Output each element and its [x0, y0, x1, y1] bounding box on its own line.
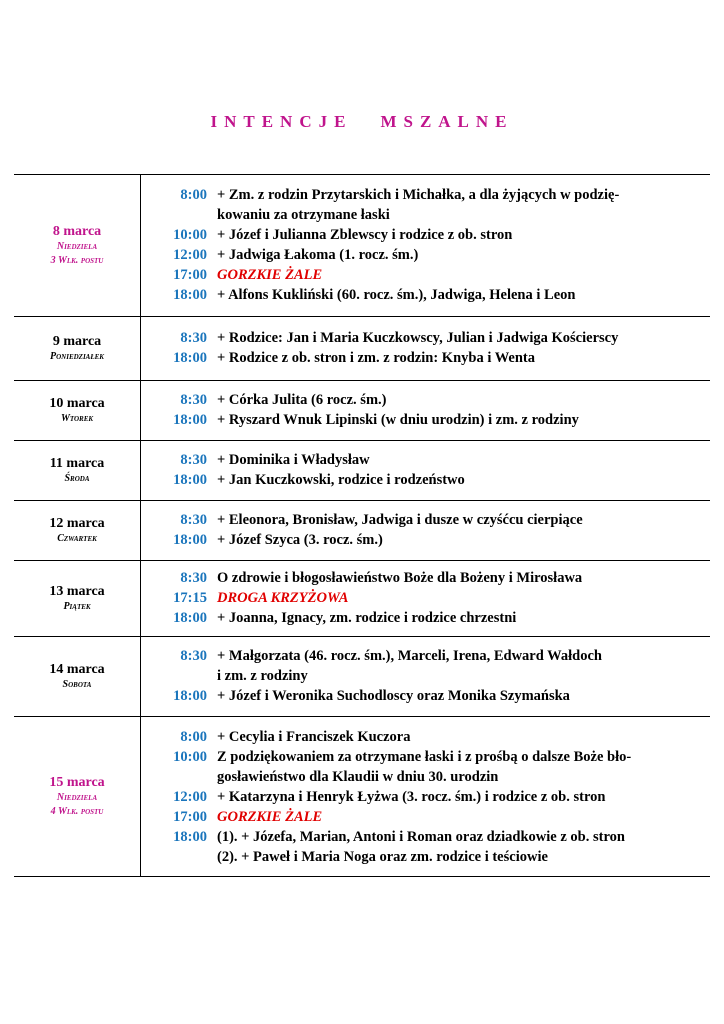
day-date: 13 marca	[49, 583, 105, 599]
mass-intentions-table	[14, 174, 710, 877]
intentions-cell	[141, 317, 711, 381]
day-label-cell	[14, 381, 141, 441]
mass-time: 8:30	[180, 570, 207, 586]
mass-time: 17:15	[173, 590, 207, 606]
mass-time: 12:00	[173, 247, 207, 263]
day-label-cell	[14, 717, 141, 877]
day-weekday: Czwartek	[57, 532, 97, 544]
mass-time: 10:00	[173, 748, 207, 765]
day-label-cell	[14, 441, 141, 501]
day-label-cell	[14, 501, 141, 561]
special-service-text: DROGA KRZYŻOWA	[217, 590, 349, 606]
day-weekday: Środa	[64, 472, 90, 484]
mass-entry	[141, 569, 710, 588]
intention-text: + Józef i Weronika Suchodloscy oraz Monika Szymańska	[217, 688, 570, 704]
mass-entry	[141, 226, 710, 245]
day-date: 15 marca	[49, 774, 105, 790]
intention-text: + Zm. z rodzin Przytarskich i Michałka, a dla żyjących w podzię-	[217, 187, 620, 203]
mass-entry	[141, 609, 710, 628]
mass-entry	[141, 728, 710, 747]
intentions-cell	[141, 501, 711, 561]
special-service-text: GORZKIE ŻALE	[217, 808, 323, 825]
mass-entry	[141, 186, 710, 205]
mass-entry	[141, 511, 710, 530]
intention-text: + Katarzyna i Henryk Łyżwa (3. rocz. śm.) i rodzice z ob. stron	[217, 788, 606, 805]
intention-text: + Małgorzata (46. rocz. śm.), Marceli, Irena, Edward Wałdoch	[217, 648, 602, 664]
mass-time: 18:00	[173, 532, 207, 548]
day-weekday: Wtorek	[60, 412, 94, 424]
day-liturgical-note: 4 Wlk. postu	[50, 805, 104, 817]
mass-entry	[141, 246, 710, 265]
day-label-cell	[14, 175, 141, 317]
mass-time: 18:00	[173, 287, 207, 303]
title-word-2: MSZALNE	[380, 112, 514, 131]
special-service-text: GORZKIE ŻALE	[217, 267, 323, 283]
intention-text: + Józef i Julianna Zblewscy i rodzice z ob. stron	[217, 227, 513, 243]
mass-entry	[141, 788, 710, 807]
day-weekday: Piątek	[63, 600, 91, 612]
mass-entry	[141, 391, 710, 410]
day-weekday: Niedziela	[56, 240, 98, 252]
mass-entry	[141, 589, 710, 608]
mass-time: 18:00	[173, 828, 207, 845]
day-weekday: Poniedziałek	[50, 350, 104, 362]
day-row	[14, 317, 710, 381]
mass-entry	[141, 349, 710, 368]
intention-text: + Eleonora, Bronisław, Jadwiga i dusze w czyśćcu cierpiące	[217, 512, 583, 528]
day-row	[14, 381, 710, 441]
mass-time: 8:30	[180, 452, 207, 468]
mass-time: 8:00	[180, 728, 207, 745]
mass-entry	[141, 687, 710, 706]
day-label-cell	[14, 561, 141, 637]
mass-time: 18:00	[173, 688, 207, 704]
mass-time: 18:00	[173, 610, 207, 626]
intentions-cell	[141, 381, 711, 441]
intentions-cell	[141, 717, 711, 877]
intention-text: + Jan Kuczkowski, rodzice i rodzeństwo	[217, 472, 465, 488]
mass-time: 18:00	[173, 350, 207, 366]
day-weekday: Niedziela	[56, 791, 98, 803]
intention-text: + Córka Julita (6 rocz. śm.)	[217, 392, 387, 408]
mass-time: 8:00	[180, 187, 207, 203]
day-row	[14, 637, 710, 717]
mass-entry	[141, 647, 710, 666]
mass-entry	[141, 286, 710, 305]
intention-text: + Cecylia i Franciszek Kuczora	[217, 728, 411, 745]
intention-text: + Ryszard Wnuk Lipinski (w dniu urodzin) i zm. z rodziny	[217, 412, 579, 428]
intentions-cell	[141, 441, 711, 501]
mass-time: 8:30	[180, 392, 207, 408]
day-label-cell	[14, 637, 141, 717]
intention-text: (1). + Józefa, Marian, Antoni i Roman oraz dziadkowie z ob. stron	[217, 828, 625, 845]
mass-time: 18:00	[173, 412, 207, 428]
mass-entry	[141, 471, 710, 490]
mass-time: 10:00	[173, 227, 207, 243]
mass-time: 17:00	[173, 808, 207, 825]
intention-text: + Joanna, Ignacy, zm. rodzice i rodzice chrzestni	[217, 610, 517, 626]
mass-entry	[141, 748, 710, 767]
day-row	[14, 175, 710, 317]
day-date: 8 marca	[52, 223, 102, 239]
day-date: 11 marca	[49, 455, 105, 471]
mass-time: 8:30	[180, 512, 207, 528]
intention-text: + Rodzice z ob. stron i zm. z rodzin: Knyba i Wenta	[217, 350, 535, 366]
mass-time: 12:00	[173, 788, 207, 805]
day-row	[14, 501, 710, 561]
title-word-1: INTENCJE	[210, 112, 353, 131]
intentions-cell	[141, 637, 711, 717]
mass-entry	[141, 808, 710, 827]
intention-text: + Rodzice: Jan i Maria Kuczkowscy, Julian i Jadwiga Kościerscy	[217, 330, 619, 346]
mass-entry	[141, 266, 710, 285]
mass-entry	[141, 828, 710, 847]
page-title	[0, 112, 724, 132]
intention-text-continued: (2). + Paweł i Maria Noga oraz zm. rodzice i teściowie	[217, 848, 548, 865]
intention-text-continued: gosławieństwo dla Klaudii w dniu 30. urodzin	[217, 768, 499, 785]
mass-entry	[141, 411, 710, 430]
mass-entry	[141, 531, 710, 550]
day-row	[14, 561, 710, 637]
mass-entry	[141, 329, 710, 348]
day-date: 10 marca	[49, 395, 105, 411]
intention-text: + Józef Szyca (3. rocz. śm.)	[217, 532, 383, 548]
intention-text: + Dominika i Władysław	[217, 452, 370, 468]
day-row	[14, 717, 710, 877]
day-date: 14 marca	[49, 661, 105, 677]
mass-time: 17:00	[173, 267, 207, 283]
intention-text-continued: i zm. z rodziny	[217, 668, 308, 684]
mass-time: 8:30	[180, 648, 207, 664]
day-liturgical-note: 3 Wlk. postu	[50, 254, 104, 266]
intention-text: O zdrowie i błogosławieństwo Boże dla Bożeny i Mirosława	[217, 570, 583, 586]
day-label-cell	[14, 317, 141, 381]
intentions-cell	[141, 561, 711, 637]
day-date: 9 marca	[52, 333, 102, 349]
mass-time: 18:00	[173, 472, 207, 488]
mass-entry	[141, 451, 710, 470]
day-row	[14, 441, 710, 501]
intention-text-continued: kowaniu za otrzymane łaski	[217, 207, 390, 223]
intention-text: + Jadwiga Łakoma (1. rocz. śm.)	[217, 247, 419, 263]
day-date: 12 marca	[49, 515, 105, 531]
intentions-cell	[141, 175, 711, 317]
intention-text: Z podziękowaniem za otrzymane łaski i z prośbą o dalsze Boże bło-	[217, 748, 632, 765]
mass-time: 8:30	[180, 330, 207, 346]
day-weekday: Sobota	[62, 678, 92, 690]
intention-text: + Alfons Kukliński (60. rocz. śm.), Jadwiga, Helena i Leon	[217, 287, 576, 303]
